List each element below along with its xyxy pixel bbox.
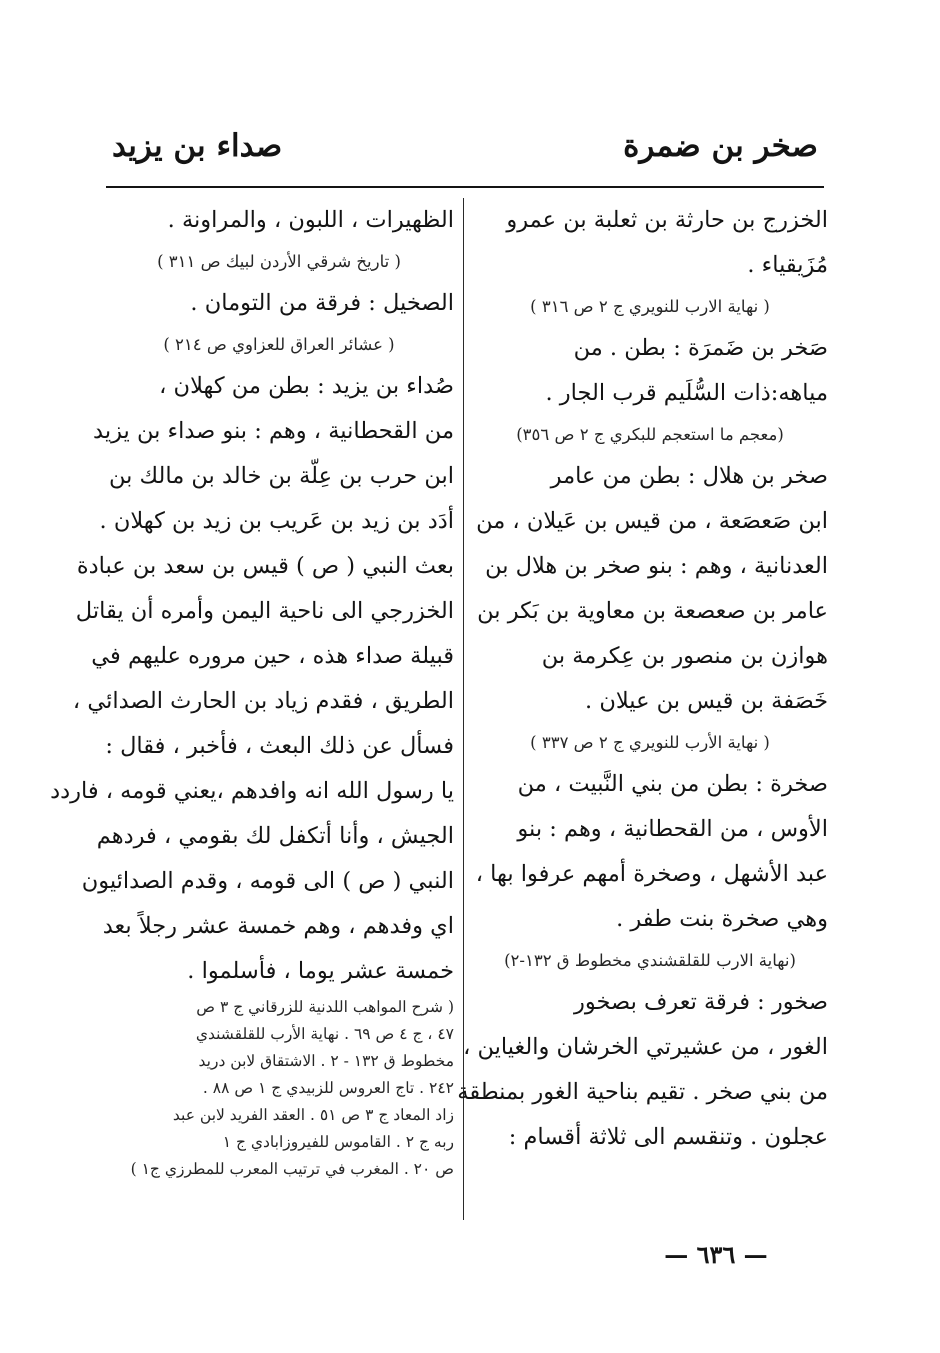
left-column-text-line: الطريق ، فقدم زياد بن الحارث الصدائي ،: [72, 688, 454, 714]
left-column-reference-line: ربه ج ٢ . القاموس للفيروزابادي ج ١: [222, 1133, 454, 1151]
page-number: — ٦٣٦ —: [664, 1240, 768, 1269]
left-column-text-line: ابن حرب بن عِلّة بن خالد بن مالك بن: [108, 463, 454, 489]
right-column-text-line: مياهه:ذات السُّلَيم قرب الجار .: [545, 380, 828, 406]
left-column-reference-line: ٢٤٢ . تاج العروس للزبيدي ج ١ ص ٨٨ .: [202, 1079, 454, 1097]
right-column-citation: ( نهاية الارب للنويري ج ٢ ص ٣١٦ ): [530, 297, 770, 316]
right-column-citation: ( نهاية الأرب للنويري ج ٢ ص ٣٣٧ ): [530, 733, 770, 752]
running-header-left: صداء بن يزيد: [112, 128, 283, 164]
right-column-citation: (نهاية الارب للقلقشندي مخطوط ق ١٣٢-٢): [504, 951, 796, 970]
right-column-text-line: ابن صَعصَعة ، من قيس بن عَيلان ، من: [476, 508, 828, 534]
left-column-text-line: الصخيل : فرقة من التومان .: [190, 290, 454, 316]
right-column-text-line: عامر بن صعصعة بن معاوية بن بَكر بن: [477, 598, 828, 624]
left-column-citation: ( تاريخ شرقي الأردن لبيك ص ٣١١ ): [157, 252, 401, 271]
left-column-citation: ( عشائر العراق للعزاوي ص ٢١٤ ): [163, 335, 395, 354]
right-column-text-line: هوازن بن منصور بن عِكرمة بن: [541, 643, 828, 669]
left-column-text-line: الخزرجي الى ناحية اليمن وأمره أن يقاتل: [75, 598, 454, 624]
left-column-text-line: الظهيرات ، اللبون ، والمراونة .: [167, 207, 454, 233]
right-column-text-line: من بني صخر . تقيم بناحية الغور بمنطقة: [457, 1079, 828, 1105]
right-column-text-line: الأوس ، من القحطانية ، وهم : بنو: [517, 816, 828, 842]
left-column-text-line: يا رسول الله انه وافدهم ،يعني قومه ، فاردد: [50, 778, 454, 804]
left-column-reference-line: زاد المعاد ج ٣ ص ٥١ . العقد الفريد لابن عبد: [172, 1106, 454, 1124]
left-column-text-line: النبي ( ص ) الى قومه ، وقدم الصدائيون: [81, 868, 454, 894]
running-header-right: صخر بن ضمرة: [623, 128, 818, 164]
right-column-text-line: عبد الأشهل ، وصخرة أمهم عرفوا بها ،: [475, 861, 828, 887]
left-column-text-line: من القحطانية ، وهم : بنو صداء بن يزيد: [93, 418, 454, 444]
right-column-text-line: عجلون . وتنقسم الى ثلاثة أقسام :: [508, 1124, 828, 1150]
right-column-text-line: خَصَفة بن قيس بن عيلان .: [585, 688, 828, 714]
left-column-text-line: فسأل عن ذلك البعث ، فأخبر ، فقال :: [105, 733, 454, 759]
right-column-text-line: صخور : فرقة تعرف بصخور: [574, 989, 828, 1015]
left-column-reference-line: مخطوط ق ١٣٢ - ٢ . الاشتقاق لابن دريد: [198, 1052, 454, 1070]
right-column-text-line: العدنانية ، وهم : بنو صخر بن هلال بن: [485, 553, 828, 579]
right-column-text-line: صَخر بن ضَمرَة : بطن . من: [573, 335, 828, 361]
right-column-citation: (معجم ما استعجم للبكري ج ٢ ص ٣٥٦): [516, 425, 784, 444]
right-column-text-line: صخر بن هلال : بطن من عامر: [550, 463, 828, 489]
left-column-text-line: أدَد بن زيد بن عَريب بن زيد بن كهلان .: [99, 508, 454, 534]
left-column-text-line: اي وفدهم ، وهم خمسة عشر رجلاً بعد: [102, 913, 454, 939]
right-column-text-line: مُزَيقياء .: [747, 252, 828, 278]
right-column: [457, 198, 828, 1228]
left-column-text-line: قبيلة صداء هذه ، حين مروره عليهم في: [91, 643, 454, 669]
right-column-text-line: وهي صخرة بنت طفر .: [616, 906, 828, 932]
left-column-text-line: بعث النبي ( ص ) قيس بن سعد بن عبادة: [76, 553, 454, 579]
left-column-reference-line: ٤٧ ، ج ٤ ص ٦٩ . نهاية الأرب للقلقشندي: [195, 1025, 454, 1043]
left-column-reference-line: ( شرح المواهب اللدنية للزرقاني ج ٣ ص: [196, 998, 454, 1016]
header-rule: [106, 186, 824, 188]
left-column-text-line: الجيش ، وأنا أتكفل لك بقومي ، فردهم: [96, 823, 454, 849]
right-column-text-line: صخرة : بطن من بني النَّبيت ، من: [517, 771, 828, 797]
right-column-text-line: الغور ، من عشيرتي الخرشان والغياين ،: [463, 1034, 828, 1060]
right-column-text-line: الخزرج بن حارثة بن ثعلبة بن عمرو: [506, 207, 828, 233]
left-column-text-line: صُداء بن يزيد : بطن من كهلان ،: [159, 373, 454, 399]
left-column: [50, 198, 454, 1228]
left-column-reference-line: ص ٢٠ . المغرب في ترتيب المعرب للمطرزي ج١ ): [130, 1160, 454, 1178]
left-column-text-line: خمسة عشر يوما ، فأسلموا .: [187, 958, 454, 984]
